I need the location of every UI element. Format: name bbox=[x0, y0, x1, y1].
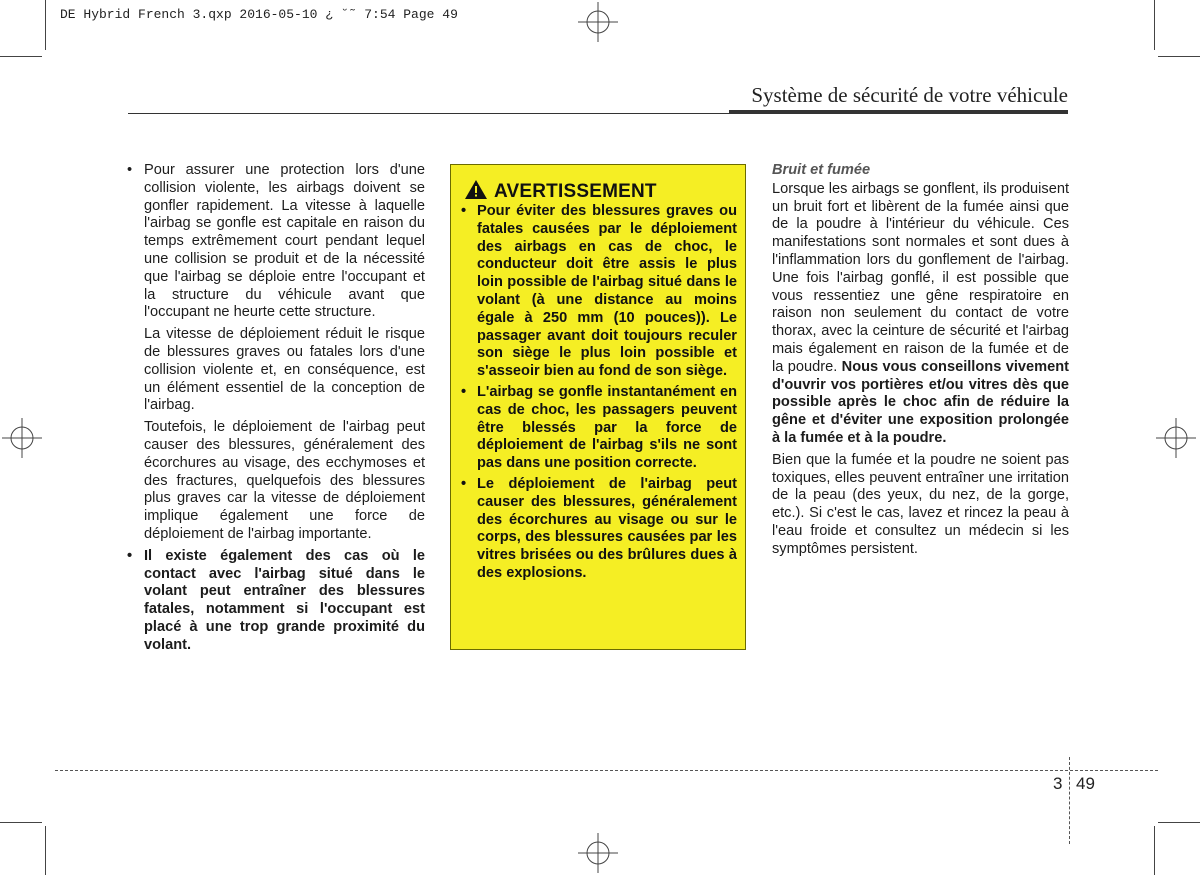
paragraph: La vitesse de déploiement réduit le risque de blessures graves ou fatales lors d'une collision violente et, en conséquence, est un élément essentiel de la conception de l'airbag. bbox=[144, 326, 425, 414]
bullet-icon: • bbox=[461, 383, 467, 400]
crop-mark bbox=[45, 826, 46, 875]
footer-rule bbox=[55, 770, 1158, 771]
right-column bbox=[772, 162, 1069, 563]
section-number: 3 bbox=[1053, 774, 1063, 793]
bullet-icon: • bbox=[127, 547, 133, 564]
header-rule-accent bbox=[729, 110, 1068, 114]
bullet-icon: • bbox=[461, 203, 467, 219]
registration-mark-icon bbox=[578, 833, 618, 873]
crop-mark bbox=[45, 0, 46, 50]
paragraph-emphasis: Nous vous conseillons vivement d'ouvrir vos portières et/ou vitres dès que possible après le choc afin de réduire la gêne et d'éviter une exposition prolongée à la fumée et à la poudre. bbox=[772, 358, 1069, 446]
registration-mark-icon bbox=[2, 418, 42, 458]
list-item bbox=[459, 476, 737, 583]
paragraph bbox=[772, 181, 1069, 448]
crop-mark bbox=[1154, 0, 1155, 50]
warning-header bbox=[464, 179, 657, 205]
page-title: Système de sécurité de votre véhicule bbox=[751, 83, 1068, 107]
warning-list bbox=[459, 203, 737, 586]
footer-divider bbox=[1069, 757, 1070, 844]
warning-text: L'airbag se gonfle instantanément en cas de choc, les passagers peuvent être blessés par la force de déploiement de l'airbag s'ils ne sont pas dans une position correcte. bbox=[477, 383, 737, 472]
left-column bbox=[125, 162, 425, 659]
crop-mark bbox=[1154, 826, 1155, 875]
list-item bbox=[125, 548, 425, 655]
paragraph: Pour assurer une protection lors d'une collision violente, les airbags doivent se gonfler rapidement. La vitesse à laquelle l'airbag se gonfle est capitale en raison du temps extrêmement court pendant lequel une collision se produit et de la nécessité que l'airbag se déploie entre l'occupant et la structure du véhicule avant que l'occupant ne heurte cette structure. bbox=[144, 162, 425, 321]
print-slug: DE Hybrid French 3.qxp 2016-05-10 ¿ ˘˜ 7:54 Page 49 bbox=[60, 7, 458, 22]
section-subtitle: Bruit et fumée bbox=[772, 162, 871, 178]
warning-box bbox=[450, 164, 746, 650]
crop-mark bbox=[1158, 56, 1200, 57]
warning-text: Pour éviter des blessures graves ou fatales causées par le déploiement des airbags en cas de choc, le conducteur doit être assis le plus loin possible de l'airbag situé dans le volant (à une distance au moins égale à 250 mm (10 pouces)). Le passager avant doit toujours reculer son siège le plus loin possible et s'asseoir bien au fond de son siège. bbox=[477, 203, 737, 380]
page-number: 49 bbox=[1076, 774, 1095, 793]
crop-mark bbox=[0, 822, 42, 823]
list-item bbox=[459, 384, 737, 473]
list-item bbox=[459, 203, 737, 381]
warning-triangle-icon bbox=[464, 179, 488, 205]
bullet-icon: • bbox=[127, 162, 133, 178]
crop-mark bbox=[1158, 822, 1200, 823]
registration-mark-icon bbox=[578, 2, 618, 42]
warning-title: AVERTISSEMENT bbox=[494, 181, 657, 202]
paragraph: Il existe également des cas où le contact avec l'airbag situé dans le volant peut entraîner des blessures fatales, notamment si l'occupant est placé à une trop grande proximité du volant. bbox=[144, 547, 425, 653]
paragraph-text: Lorsque les airbags se gonflent, ils produisent un bruit fort et libèrent de la fumée ainsi que de la poudre à l'intérieur du véhicule. Ces manifestations sont normales et sont dues à l'inflammation lors du gonflement de l'airbag. Une fois l'airbag gonflé, il est possible que vous ressentiez une gêne respiratoire en raison non seulement du contact de votre thorax, avec la ceinture de sécurité et l'airbag mais également en raison de la fumée et de la poudre. bbox=[772, 180, 1069, 375]
crop-mark bbox=[0, 56, 42, 57]
paragraph: Toutefois, le déploiement de l'airbag peut causer des blessures, généralement des écorchures au visage, des ecchymoses et des fractures, quelquefois des blessures plus graves car la vitesse de déploiement implique également une force de déploiement de l'airbag importante. bbox=[144, 419, 425, 542]
warning-text: Le déploiement de l'airbag peut causer des blessures, généralement des écorchures au visage ou sur le corps, des blessures causées par les vitres brisées ou des brûlures dues à des explosions. bbox=[477, 475, 737, 581]
paragraph: Bien que la fumée et la poudre ne soient pas toxiques, elles peuvent entraîner une irritation de la peau (des yeux, du nez, de la gorge, etc.). Si c'est le cas, lavez et rincez la peau à l'eau froide et consultez un médecin si les symptômes persistent. bbox=[772, 451, 1069, 557]
registration-mark-icon bbox=[1156, 418, 1196, 458]
list-item bbox=[125, 162, 425, 322]
bullet-icon: • bbox=[461, 475, 467, 492]
